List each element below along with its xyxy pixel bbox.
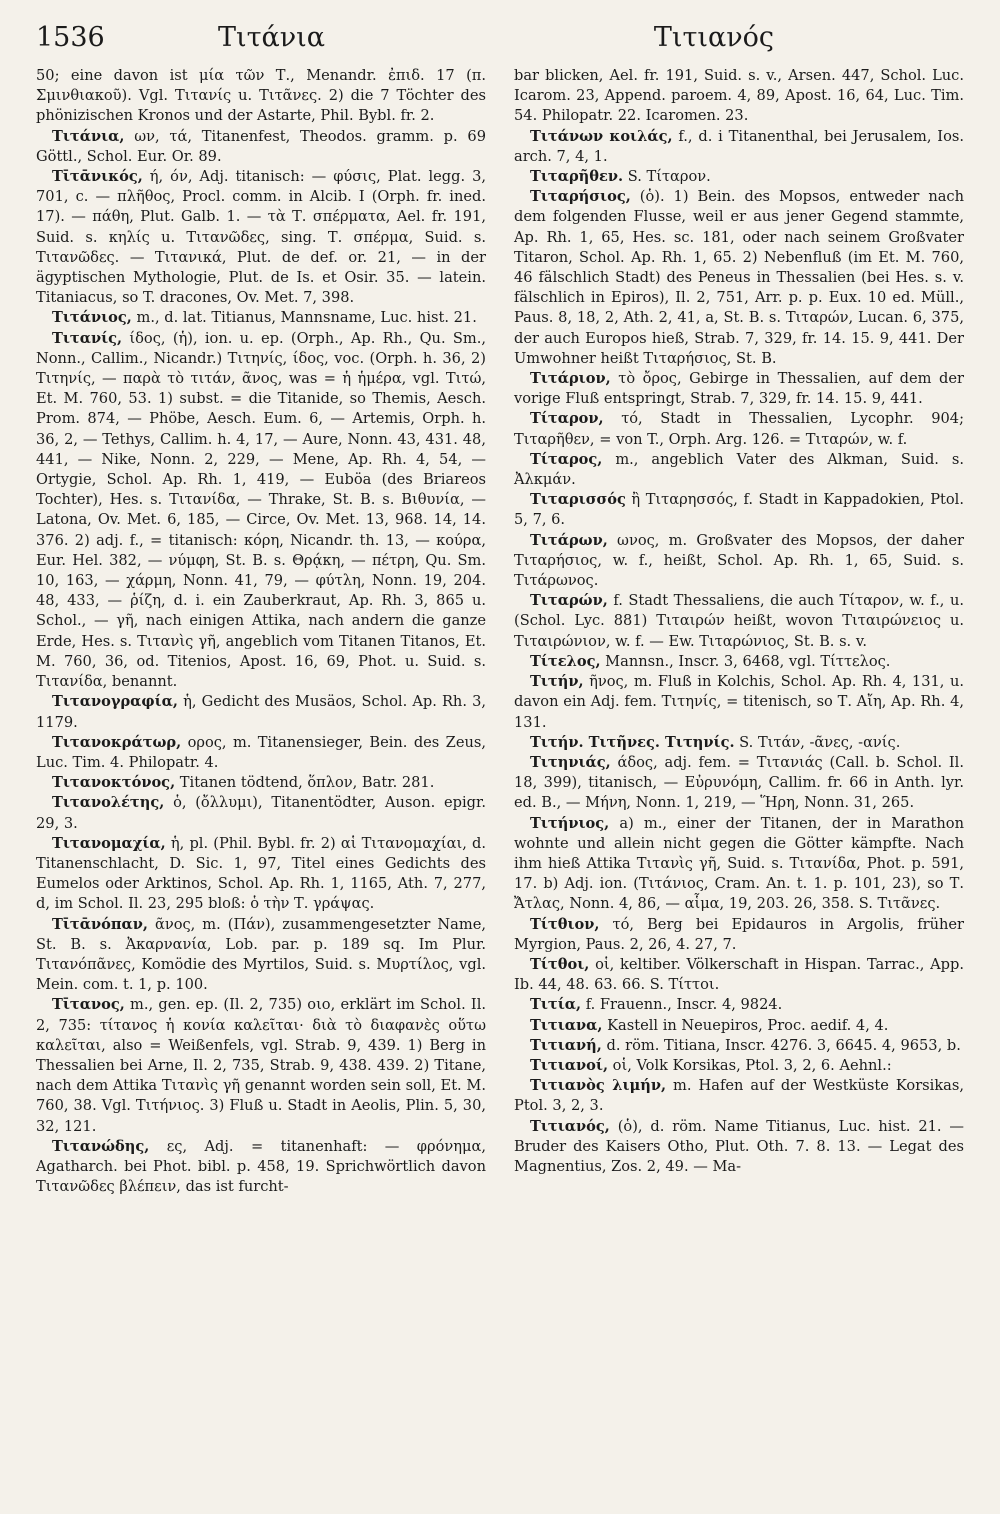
entry-headword: Τιτανίς,	[52, 329, 123, 347]
entry-text: τὸ ὄρος, Gebirge in Thessalien, auf dem der vorige Fluß entspringt, Strab. 7, 329, fr. 14. 15. 9, 441.	[514, 370, 964, 408]
entry-headword: Τιτιανὸς λιμήν,	[530, 1077, 667, 1095]
dictionary-entry	[514, 753, 964, 814]
entry-text: ᾶνος, m. (Πάν), zusammengesetzter Name, St. B. s. Ἀκαρνανία, Lob. par. p. 189 sq. Im Plur. Τιτανόπᾶνες, Komödie des Myrtilos, Suid. s. Μυρτίλος, vgl. Mein. com. t. 1, p. 100.	[36, 915, 486, 994]
entry-headword: Τιτιανοί,	[530, 1056, 609, 1074]
entry-text: ων, τά, Titanenfest, Theodos. gramm. p. 69 Göttl., Schol. Eur. Or. 89.	[36, 127, 486, 165]
dictionary-entry	[514, 1076, 964, 1116]
entry-text: ἢ Τιταρησσός, f. Stadt in Kappadokien, Ptol. 5, 7, 6.	[514, 491, 964, 529]
dictionary-entry	[36, 1137, 486, 1198]
entry-headword: Τίταρον,	[530, 410, 604, 428]
entry-text: (ὁ). 1) Bein. des Mopsos, entweder nach dem folgenden Flusse, weil er aus jener Gegend stammte, Ap. Rh. 1, 65, Hes. sc. 181, oder nach seinem Großvater Titaron, Schol. Ap. Rh. 1, 65. 2) Nebenfluß (im Et. M. 760, 46 fälschlich Stadt) des Peneus in Thessalien (bei Hes. s. v. fälschlich in Epiros), Il. 2, 751, Arr. p. p. Eux. 10 ed. Müll., Paus. 8, 18, 2, Ath. 2, 41, a, St. B. s. Τιταρών, Lucan. 6, 375, der auch Europos hieß, Strab. 7, 329, fr. 14. 15. 9, 441. Der Umwohner heißt Τιταρήσιος, St. B.	[514, 188, 964, 367]
dictionary-entry	[514, 672, 964, 733]
dictionary-entry	[514, 995, 964, 1015]
entry-headword: Τιτανογραφία,	[52, 693, 178, 711]
header-right-guide-word: Τιτιανός	[653, 22, 774, 53]
dictionary-entry	[36, 329, 486, 693]
dictionary-entry	[514, 814, 964, 915]
entry-text: τό, Berg bei Epidauros in Argolis, früher Myrgion, Paus. 2, 26, 4. 27, 7.	[514, 915, 964, 953]
entry-headword: Τιτιανα,	[530, 1016, 603, 1034]
dictionary-entry	[514, 733, 964, 753]
dictionary-entry	[514, 409, 964, 449]
dictionary-entry	[514, 1016, 964, 1036]
dictionary-entry	[514, 591, 964, 652]
entry-text: ορος, m. Titanensieger, Bein. des Zeus, Luc. Tim. 4. Philopatr. 4.	[36, 733, 486, 771]
entry-headword: Τιτάνια,	[52, 127, 125, 145]
entry-text: f. Stadt Thessaliens, die auch Τίταρον, w. f., u. (Schol. Lyc. 881) Τιταιρών heißt, wovon Τιταιρώνειος u. Τιταιρώνιον, w. f. — Ew. Τιταρώνιος, St. B. s. v.	[514, 592, 964, 650]
page-header	[36, 16, 964, 66]
dictionary-entry	[514, 127, 964, 167]
dictionary-entry	[514, 167, 964, 187]
entry-text: ίδος, (ἡ), ion. u. ep. (Orph., Ap. Rh., Qu. Sm., Nonn., Callim., Nicandr.) Τιτηνίς, ίδος, voc. (Orph. h. 36, 2) Τιτηνίς, — παρὰ τὸ τιτάν, ᾶνος, was = ἡ ἡμέρα, vgl. Τιτώ, Et. M. 760, 53. 1) subst. = die Titanide, so Themis, Aesch. Prom. 874, — Phöbe, Aesch. Eum. 6, — Artemis, Orph. h. 36, 2, — Tethys, Callim. h. 4, 17, — Aure, Nonn. 43, 431. 48, 441, — Nike, Nonn. 2, 229, — Mene, Ap. Rh. 4, 54, — Ortygie, Schol. Ap. Rh. 1, 419, — Euböa (des Briareos Tochter), Hes. s. Τιτανίδα, — Thrake, St. B. s. Βιθυνία, — Latona, Ov. Met. 6, 185, — Circe, Ov. Met. 13, 968. 14, 14. 376. 2) adj. f., = titanisch: κόρη, Nicandr. th. 13, — κούρα, Eur. Hel. 382, — νύμφη, St. B. s. Θρᾴκη, — πέτρη, Qu. Sm. 10, 163, — χάρμη, Nonn. 41, 79, — φύτλη, Nonn. 19, 204. 48, 433, — ῥίζη, d. i. ein Zauberkraut, Ap. Rh. 3, 865 u. Schol., — γῆ, nach einigen Attika, nach andern die ganze Erde, Hes. s. Τιτανὶς γῆ, angeblich vom Titanen Titanos, Et. M. 760, 36, od. Titenios, Apost. 16, 69, Phot. u. Suid. s. Τιτανίδα, benannt.	[36, 329, 486, 691]
dictionary-entry	[514, 1117, 964, 1178]
entry-text: (ὁ), d. röm. Name Titianus, Luc. hist. 21. — Bruder des Kaisers Otho, Plut. Oth. 7. 8. 13. — Legat des Magnentius, Zos. 2, 49. — Ma-	[514, 1117, 964, 1175]
dictionary-entry	[36, 995, 486, 1136]
dictionary-entry	[36, 167, 486, 308]
left-column	[36, 66, 486, 1197]
entry-text: ῆνος, m. Fluß in Kolchis, Schol. Ap. Rh. 4, 131, u. davon ein Adj. fem. Τιτηνίς, = titenisch, so Τ. Αἴη, Ap. Rh. 4, 131.	[514, 673, 964, 731]
entry-headword: Τιτανώδης,	[52, 1137, 150, 1155]
entry-text: bar blicken, Ael. fr. 191, Suid. s. v., Arsen. 447, Schol. Luc. Icarom. 23, Append. paroem. 4, 89, Apost. 16, 64, Luc. Tim. 54. Philopatr. 22. Icaromen. 23.	[514, 67, 964, 125]
dictionary-entry	[36, 773, 486, 793]
entry-headword: Τίτθιον,	[530, 915, 600, 933]
dictionary-entry	[514, 1036, 964, 1056]
entry-headword: Τιτιανός,	[530, 1117, 610, 1135]
entry-headword: Τιτάνιος,	[52, 309, 132, 327]
entry-headword: Τιτάρων,	[530, 531, 608, 549]
entry-headword: Τιτανομαχία,	[52, 834, 166, 852]
entry-text: ἡ, Gedicht des Musäos, Schol. Ap. Rh. 3, 1179.	[36, 693, 486, 731]
entry-text: ες, Adj. = titanenhaft: — φρόνημα, Agatharch. bei Phot. bibl. p. 458, 19. Sprichwörtlich davon Τιτανῶδες βλέπειν, das ist furcht-	[36, 1137, 486, 1196]
entry-text: άδος, adj. fem. = Τιτανιάς (Call. b. Schol. Il. 18, 399), titanisch, — Εὐρυνόμη, Callim. fr. 66 in Anth. lyr. ed. B., — Μήνη, Nonn. 1, 219, — Ἥρη, Nonn. 31, 265.	[514, 753, 964, 812]
entry-headword: Τιτία,	[530, 996, 582, 1014]
entry-headword: Τίταρος,	[530, 450, 603, 468]
dictionary-entry	[514, 490, 964, 530]
dictionary-entry	[514, 187, 964, 369]
dictionary-entry	[36, 834, 486, 915]
entry-headword: Τιτηνιάς,	[530, 753, 611, 771]
dictionary-entry	[514, 66, 964, 127]
entry-text: Mannsn., Inscr. 3, 6468, vgl. Τίττελος.	[600, 652, 891, 670]
entry-text: 50; eine davon ist μία τῶν Τ., Menandr. ἐπιδ. 17 (π. Σμινθιακοῦ). Vgl. Τιτανίς u. Τιτᾶνες. 2) die 7 Töchter des phönizischen Kronos und der Astarte, Phil. Bybl. fr. 2.	[36, 67, 486, 125]
entry-headword: Τιτάριον,	[530, 370, 611, 388]
entry-text: m., angeblich Vater des Alkman, Suid. s. Ἀλκμάν.	[514, 450, 964, 489]
page-number: 1536	[36, 22, 105, 53]
entry-text: S. Τιτάν, -ᾶνες, -ανίς.	[734, 733, 901, 751]
dictionary-entry	[514, 369, 964, 409]
entry-text: οἱ, Volk Korsikas, Ptol. 3, 2, 6. Aehnl.:	[608, 1056, 892, 1074]
entry-headword: Τιτανοκράτωρ,	[52, 733, 182, 751]
entry-text: Kastell in Neuepiros, Proc. aedif. 4, 4.	[602, 1016, 889, 1034]
entry-headword: Τιταρών,	[530, 592, 608, 610]
columns	[36, 66, 964, 1197]
entry-headword: Τῑτᾱνικός,	[52, 168, 143, 186]
entry-headword: Τίτελος,	[530, 652, 601, 670]
entry-text: m., d. lat. Titianus, Mannsname, Luc. hist. 21.	[131, 309, 477, 327]
entry-text: τό, Stadt in Thessalien, Lycophr. 904; Τιταρῆθεν, = von T., Orph. Arg. 126. = Τιταρών, w. f.	[514, 410, 964, 448]
dictionary-entry	[514, 652, 964, 672]
dictionary-entry	[36, 915, 486, 996]
entry-headword: Τίτθοι,	[530, 955, 590, 973]
entry-text: ὁ, (ὄλλυμι), Titanentödter, Auson. epigr. 29, 3.	[36, 794, 486, 832]
dictionary-entry	[36, 127, 486, 167]
entry-headword: Τῑτᾱνόπαν,	[52, 915, 148, 933]
entry-text: m. Hafen auf der Westküste Korsikas, Ptol. 3, 2, 3.	[514, 1077, 965, 1115]
dictionary-entry	[514, 1056, 964, 1076]
entry-headword: Τιτάνων κοιλάς,	[530, 127, 673, 145]
entry-headword: Τιτήν. Τιτῆνες. Τιτηνίς.	[530, 733, 735, 751]
entry-text: ή, όν, Adj. titanisch: — φύσις, Plat. legg. 3, 701, c. — πλῆθος, Procl. comm. in Alcib. I (Orph. fr. ined. 17). — πάθη, Plut. Galb. 1. — τὰ Τ. σπέρματα, Ael. fr. 191, Suid. s. κηλίς u. Τιτανῶδες, sing. Τ. σπέρμα, Suid. s. Τιτανῶδες. — Τιτανικά, Plut. de def. or. 21, — in der ägyptischen Mythologie, Plut. de Is. et Osir. 35. — latein. Titaniacus, so T. dracones, Ov. Met. 7, 398.	[36, 168, 486, 307]
dictionary-entry	[36, 793, 486, 833]
entry-headword: Τιτήνιος,	[530, 814, 610, 832]
entry-headword: Τιταρῆθεν.	[530, 168, 624, 186]
right-column	[514, 66, 964, 1197]
entry-headword: Τιτιανή,	[530, 1036, 602, 1054]
entry-text: οἱ, keltiber. Völkerschaft in Hispan. Tarrac., App. Ib. 44, 48. 63. 66. S. Τίττοι.	[514, 955, 964, 994]
entry-text: ωνος, m. Großvater des Mopsos, der daher Τιταρήσιος, w. f., heißt, Schol. Ap. Rh. 1, 65, Suid. s. Τιτάρωνος.	[514, 531, 964, 590]
dictionary-entry	[36, 733, 486, 773]
entry-text: d. röm. Titiana, Inscr. 4276. 3, 6645. 4, 9653, b.	[601, 1036, 961, 1054]
entry-text: ἡ, pl. (Phil. Bybl. fr. 2) αἱ Τιτανομαχίαι, d. Titanenschlacht, D. Sic. 1, 97, Titel eines Gedichts des Eumelos oder Arktinos, Schol. Ap. Rh. 1, 1165, Ath. 7, 277, d, im Schol. Il. 23, 295 bloß: ὁ τὴν Τ. γράψας.	[36, 834, 486, 913]
entry-text: f., d. i Titanenthal, bei Jerusalem, Ios. arch. 7, 4, 1.	[514, 127, 964, 165]
entry-headword: Τιτανοκτόνος,	[52, 774, 176, 792]
entry-text: m., gen. ep. (Il. 2, 735) οιο, erklärt im Schol. Il. 2, 735: τίτανος ἡ κονία καλεῖται· διὰ τὸ διαφανὲς οὕτω καλεῖται, also = Weißenfels, vgl. Strab. 9, 439. 1) Berg in Thessalien bei Arne, Il. 2, 735, Strab. 9, 438. 439. 2) Titane, nach dem Attika Τιτανὶς γῆ genannt worden sein soll, Et. M. 760, 38. Vgl. Τιτήνιος. 3) Fluß u. Stadt in Aeolis, Plin. 5, 30, 32, 121.	[36, 996, 486, 1135]
entry-headword: Τῑτανος,	[52, 996, 125, 1014]
entry-headword: Τιτανολέτης,	[52, 794, 165, 812]
entry-headword: Τιτήν,	[530, 673, 584, 691]
entry-text: S. Τίταρον.	[623, 168, 711, 186]
entry-text: f. Frauenn., Inscr. 4, 9824.	[581, 996, 783, 1014]
dictionary-entry	[36, 692, 486, 732]
dictionary-entry	[36, 308, 486, 328]
dictionary-entry	[514, 531, 964, 592]
entry-text: Titanen tödtend, ὅπλον, Batr. 281.	[175, 774, 435, 792]
dictionary-entry	[36, 66, 486, 127]
dictionary-entry	[514, 450, 964, 490]
entry-text: a) m., einer der Titanen, der in Marathon wohnte und allein nicht gegen die Götter kämpfte. Nach ihm hieß Attika Τιτανὶς γῆ, Suid. s. Τιτανίδα, Phot. p. 591, 17. b) Adj. ion. (Τιτάνιος, Cram. An. t. 1. p. 101, 23), so Τ. Ἄτλας, Nonn. 4, 86, — αἷμα, 19, 203. 26, 358. S. Τιτᾶνες.	[514, 814, 964, 913]
entry-headword: Τιταρήσιος,	[530, 188, 631, 206]
dictionary-entry	[514, 915, 964, 955]
header-left-guide-word: Τιτάνια	[218, 22, 325, 53]
entry-headword: Τιταρισσός	[530, 491, 626, 509]
dictionary-entry	[514, 955, 964, 995]
